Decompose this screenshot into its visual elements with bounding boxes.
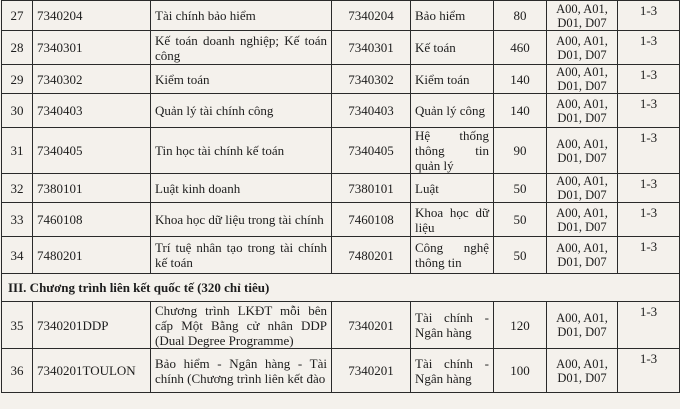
subject-combo-line: A00, A01, (556, 174, 608, 188)
semester-range: 1-3 (618, 203, 680, 237)
semester-range: 1-3 (618, 65, 680, 94)
program-code: 7340201TOULON (33, 349, 151, 393)
major-code: 7340204 (332, 1, 411, 31)
quota: 140 (494, 65, 547, 94)
subject-combos (547, 237, 618, 274)
subject-combos (547, 349, 618, 393)
subject-combo-line: A00, A01, (556, 1, 608, 16)
program-code: 7380101 (33, 174, 151, 203)
table-row (2, 349, 680, 393)
major-name: Khoa học dữ liệu (411, 203, 494, 237)
major-code: 7340201 (332, 349, 411, 393)
program-code: 7340302 (33, 65, 151, 94)
table-row (2, 174, 680, 203)
semester-range: 1-3 (618, 31, 680, 65)
subject-combo-line: A00, A01, (556, 96, 608, 111)
semester-range: 1-3 (618, 349, 680, 393)
major-name: Tài chính - Ngân hàng (411, 349, 494, 393)
quota: 50 (494, 237, 547, 274)
semester-range: 1-3 (618, 94, 680, 128)
program-name: Kế toán doanh nghiệp; Kế toán công (151, 31, 332, 65)
section-heading: III. Chương trình liên kết quốc tế (320 chỉ tiêu) (2, 274, 680, 302)
major-name: Quản lý công (411, 94, 494, 128)
subject-combos (547, 302, 618, 349)
subject-combo-line: D01, D07 (557, 325, 607, 339)
row-number: 29 (2, 65, 33, 94)
semester-range: 1-3 (618, 302, 680, 349)
program-code: 7340301 (33, 31, 151, 65)
semester-range: 1-3 (618, 174, 680, 203)
major-name: Kế toán (411, 31, 494, 65)
major-code: 7380101 (332, 174, 411, 203)
major-name: Công nghệ thông tin (411, 237, 494, 274)
major-code: 7340405 (332, 128, 411, 174)
program-code: 7480201 (33, 237, 151, 274)
program-code: 7460108 (33, 203, 151, 237)
major-name: Luật (411, 174, 494, 203)
program-name: Trí tuệ nhân tạo trong tài chính kế toán (151, 237, 332, 274)
major-name: Tài chính - Ngân hàng (411, 302, 494, 349)
program-name: Quản lý tài chính công (151, 94, 332, 128)
subject-combo-line: D01, D07 (557, 15, 607, 30)
quota: 50 (494, 203, 547, 237)
subject-combos (547, 31, 618, 65)
subject-combo-line: D01, D07 (557, 188, 607, 202)
quota: 120 (494, 302, 547, 349)
program-name: Khoa học dữ liệu trong tài chính (151, 203, 332, 237)
table-row (2, 1, 680, 31)
subject-combo-line: D01, D07 (557, 110, 607, 125)
row-number: 33 (2, 203, 33, 237)
table-row (2, 94, 680, 128)
table-body-international (2, 302, 680, 393)
quota: 100 (494, 349, 547, 393)
row-number: 36 (2, 349, 33, 393)
subject-combo-line: A00, A01, (556, 241, 608, 255)
row-number: 34 (2, 237, 33, 274)
subject-combos (547, 94, 618, 128)
subject-combo-line: D01, D07 (557, 255, 607, 269)
table-row (2, 302, 680, 349)
major-code: 7340301 (332, 31, 411, 65)
major-name: Hệ thống thông tin quản lý (411, 128, 494, 174)
semester-range: 1-3 (618, 1, 680, 31)
quota: 90 (494, 128, 547, 174)
major-code: 7460108 (332, 203, 411, 237)
major-code: 7340302 (332, 65, 411, 94)
subject-combos (547, 203, 618, 237)
row-number: 30 (2, 94, 33, 128)
row-number: 28 (2, 31, 33, 65)
subject-combos (547, 128, 618, 174)
subject-combo-line: A00, A01, (556, 311, 608, 325)
program-name: Tài chính bảo hiểm (151, 1, 332, 31)
subject-combo-line: D01, D07 (557, 219, 607, 234)
table-body-undergrad (2, 1, 680, 274)
subject-combos (547, 1, 618, 31)
row-number: 31 (2, 128, 33, 174)
subject-combo-line: A00, A01, (556, 205, 608, 220)
admission-table (1, 0, 680, 393)
subject-combo-line: D01, D07 (557, 79, 607, 93)
major-code: 7480201 (332, 237, 411, 274)
program-name: Kiểm toán (151, 65, 332, 94)
program-name: Luật kinh doanh (151, 174, 332, 203)
subject-combos (547, 174, 618, 203)
quota: 140 (494, 94, 547, 128)
row-number: 32 (2, 174, 33, 203)
table-body-section (2, 274, 680, 302)
program-name: Tin học tài chính kế toán (151, 128, 332, 174)
table-row (2, 128, 680, 174)
quota: 460 (494, 31, 547, 65)
semester-range: 1-3 (618, 237, 680, 274)
semester-range: 1-3 (618, 128, 680, 174)
program-code: 7340405 (33, 128, 151, 174)
subject-combo-line: D01, D07 (557, 47, 607, 62)
subject-combos (547, 65, 618, 94)
subject-combo-line: D01, D07 (557, 370, 607, 385)
program-code: 7340403 (33, 94, 151, 128)
table-row (2, 31, 680, 65)
program-code: 7340201DDP (33, 302, 151, 349)
major-code: 7340403 (332, 94, 411, 128)
program-code: 7340204 (33, 1, 151, 31)
row-number: 27 (2, 1, 33, 31)
section-row (2, 274, 680, 302)
major-code: 7340201 (332, 302, 411, 349)
program-name: Chương trình LKĐT mỗi bên cấp Một Bằng cử nhân DDP (Dual Degree Programme) (151, 302, 332, 349)
table-row (2, 203, 680, 237)
subject-combo-line: A00, A01, (556, 136, 608, 151)
table-row (2, 237, 680, 274)
major-name: Kiểm toán (411, 65, 494, 94)
row-number: 35 (2, 302, 33, 349)
major-name: Bảo hiểm (411, 1, 494, 31)
quota: 50 (494, 174, 547, 203)
program-name: Bảo hiểm - Ngân hàng - Tài chính (Chương trình liên kết đào (151, 349, 332, 393)
subject-combo-line: A00, A01, (556, 65, 608, 79)
subject-combo-line: A00, A01, (556, 356, 608, 371)
subject-combo-line: A00, A01, (556, 33, 608, 48)
table-row (2, 65, 680, 94)
subject-combo-line: D01, D07 (557, 150, 607, 165)
quota: 80 (494, 1, 547, 31)
